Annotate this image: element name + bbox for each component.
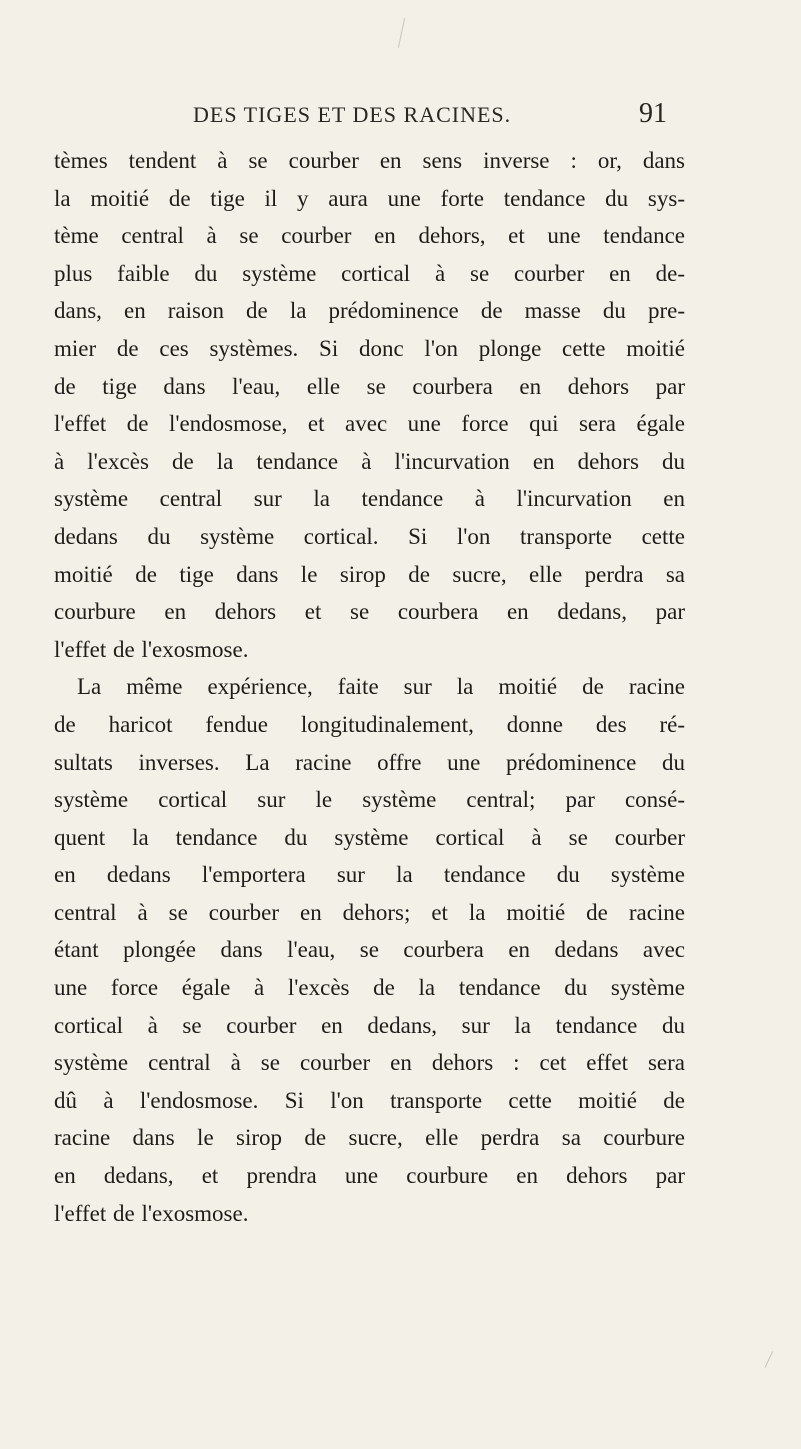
- text-line: La même expérience, faite sur la moitié de racine: [77, 674, 685, 700]
- body-text: [54, 142, 685, 1232]
- text-line: sultats inverses. La racine offre une prédominence du: [54, 749, 685, 775]
- text-line: mier de ces systèmes. Si donc l'on plonge cette moitié: [54, 335, 685, 361]
- text-line: en dedans, et prendra une courbure en dehors par: [54, 1163, 685, 1189]
- text-line: l'effet de l'endosmose, et avec une force qui sera égale: [54, 411, 685, 437]
- text-line: une force égale à l'excès de la tendance du système: [54, 975, 685, 1001]
- page-mark: [398, 18, 405, 48]
- text-line: en dedans l'emportera sur la tendance du système: [54, 862, 685, 888]
- text-line: système central à se courber en dehors : cet effet sera: [54, 1050, 685, 1076]
- page-mark: [765, 1351, 780, 1371]
- text-line: tèmes tendent à se courber en sens inverse : or, dans: [54, 148, 685, 173]
- text-line: dans, en raison de la prédominence de masse du pre-: [54, 298, 685, 324]
- text-line: étant plongée dans l'eau, se courbera en dedans avec: [54, 937, 685, 963]
- text-line: de tige dans l'eau, elle se courbera en dehors par: [54, 373, 685, 399]
- text-line: quent la tendance du système cortical à se courber: [54, 824, 685, 850]
- text-line: la moitié de tige il y aura une forte tendance du sys-: [54, 185, 685, 211]
- text-line: dû à l'endosmose. Si l'on transporte cette moitié de: [54, 1087, 685, 1113]
- text-line: tème central à se courber en dehors, et une tendance: [54, 223, 685, 249]
- text-line: de haricot fendue longitudinalement, donne des ré-: [54, 711, 685, 737]
- page-number: 91: [639, 98, 667, 129]
- text-line: courbure en dehors et se courbera en dedans, par: [54, 599, 685, 625]
- text-line: système cortical sur le système central; par consé-: [54, 787, 685, 813]
- text-line: dedans du système cortical. Si l'on transporte cette: [54, 523, 685, 549]
- text-line: à l'excès de la tendance à l'incurvation en dehors du: [54, 448, 685, 474]
- text-line: racine dans le sirop de sucre, elle perdra sa courbure: [54, 1125, 685, 1151]
- text-line: système central sur la tendance à l'incurvation en: [54, 486, 685, 512]
- running-head: DES TIGES ET DES RACINES.: [193, 102, 512, 127]
- text-line: cortical à se courber en dedans, sur la tendance du: [54, 1012, 685, 1038]
- text-line: moitié de tige dans le sirop de sucre, elle perdra sa: [54, 561, 685, 587]
- text-line: l'effet de l'exosmose.: [54, 636, 249, 662]
- text-line: plus faible du système cortical à se courber en de-: [54, 260, 685, 286]
- text-line: central à se courber en dehors; et la moitié de racine: [54, 899, 685, 925]
- text-line: l'effet de l'exosmose.: [54, 1200, 249, 1226]
